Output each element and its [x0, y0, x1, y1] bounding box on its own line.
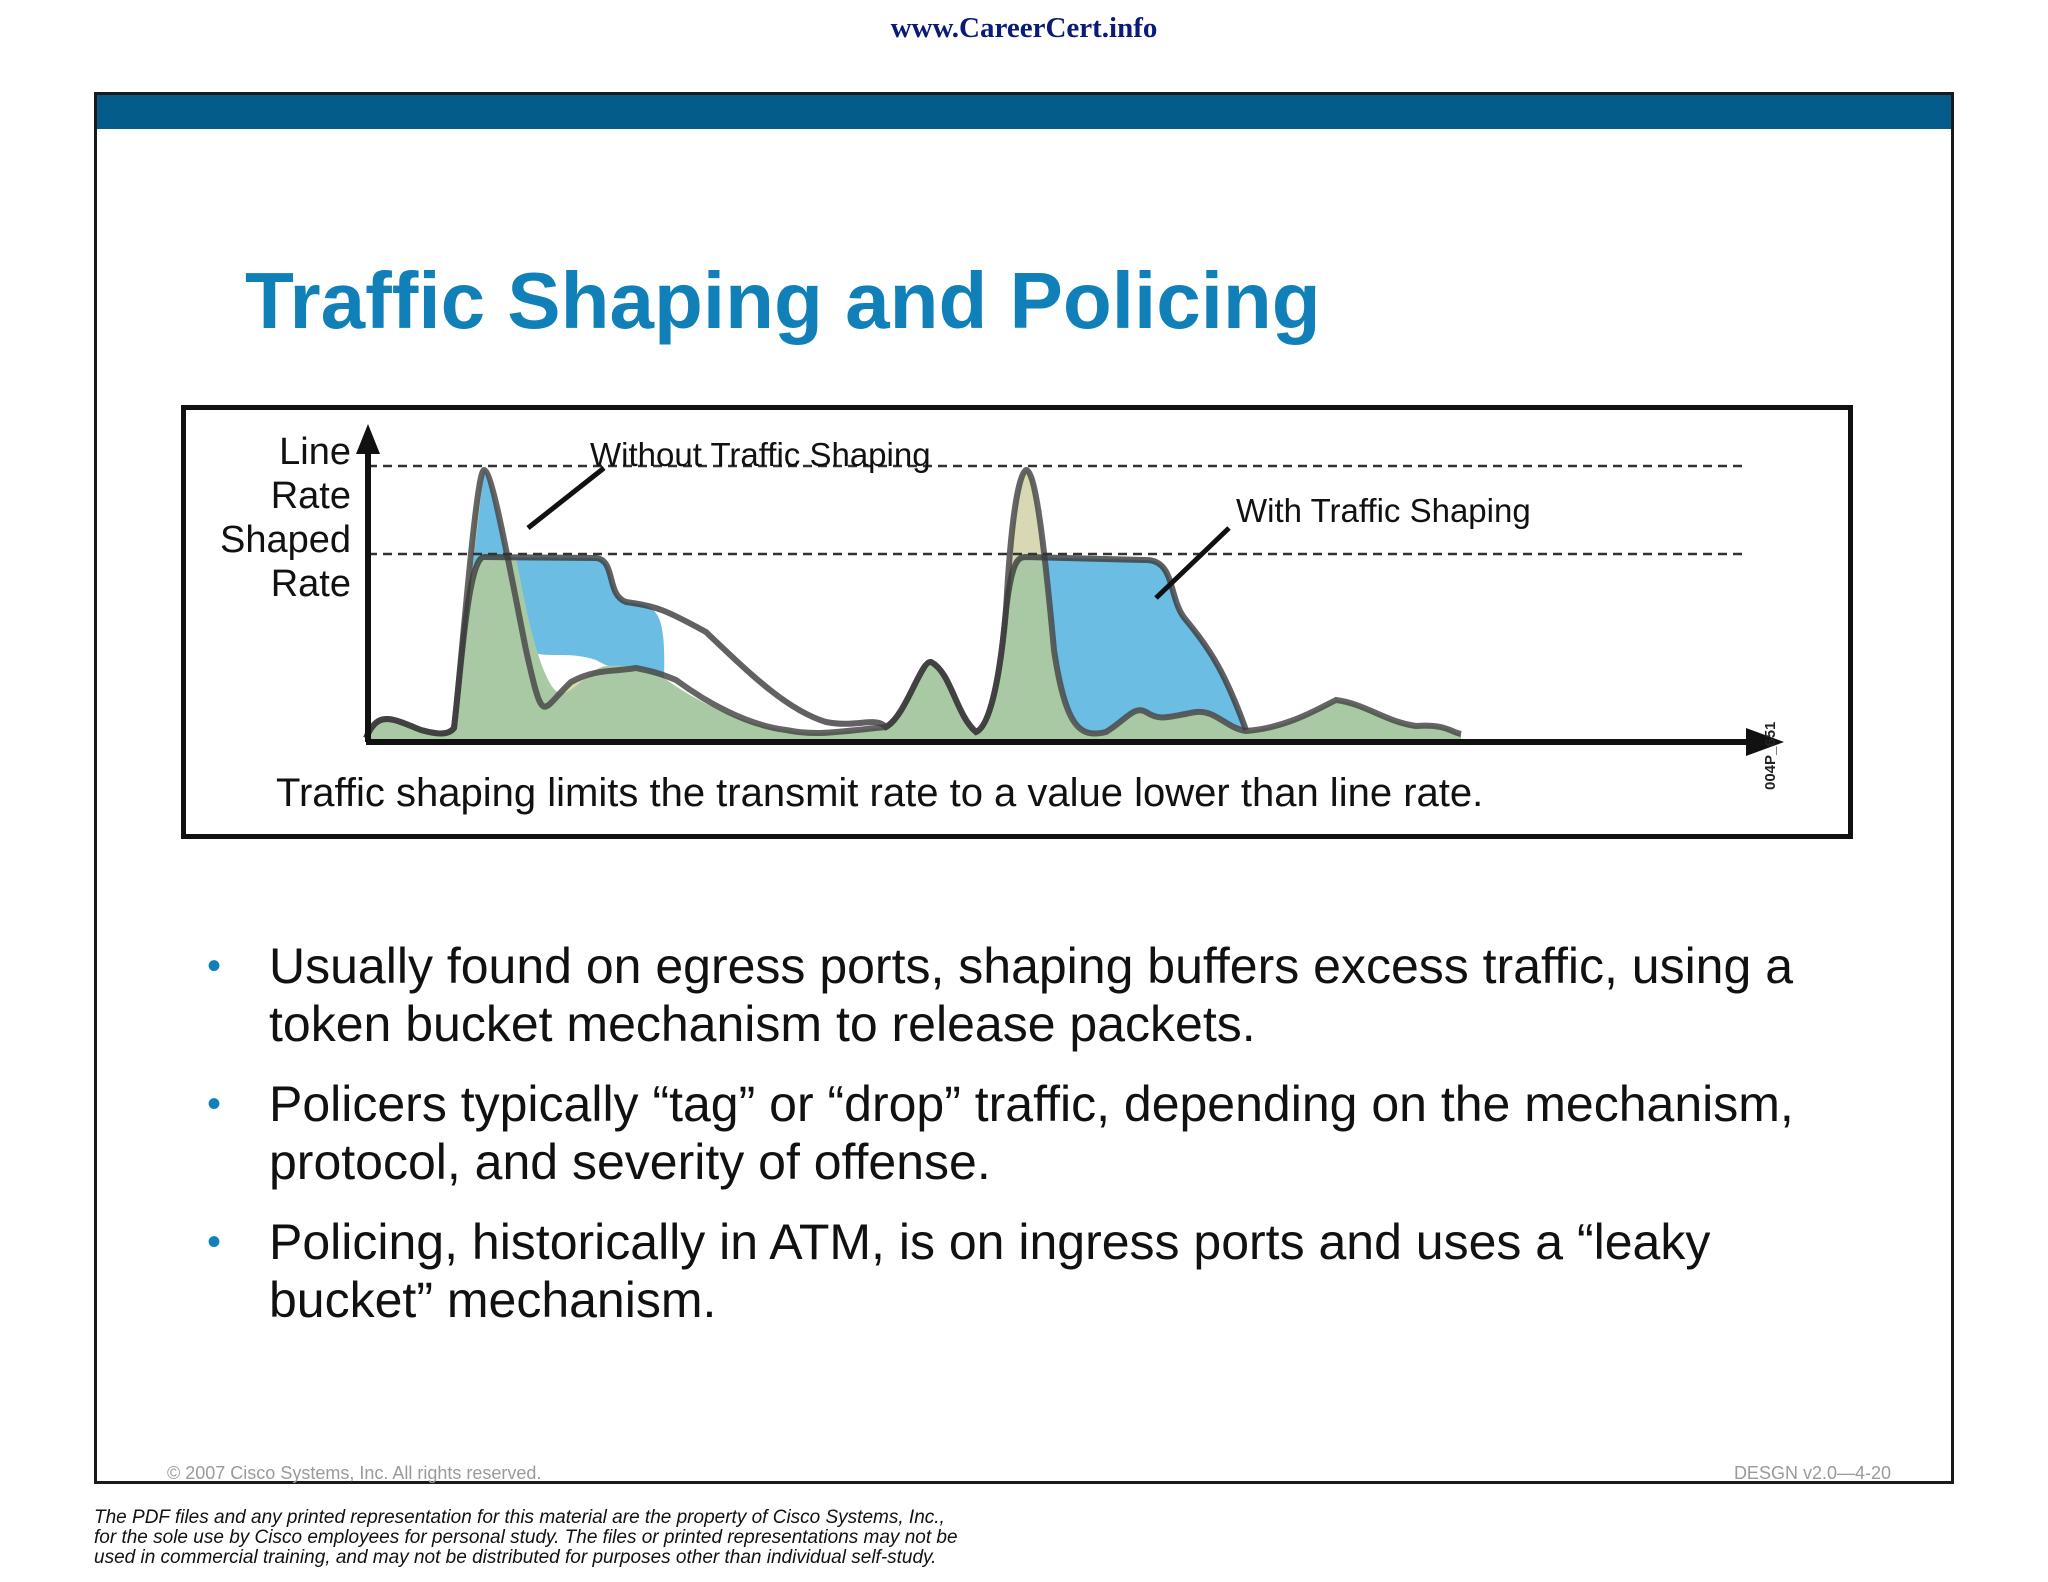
callout-with-pointer — [1156, 528, 1229, 598]
slide-topbar — [97, 95, 1951, 129]
y-axis-arrowhead — [356, 424, 380, 454]
bullet-marker: • — [207, 1220, 222, 1264]
copyright: © 2007 Cisco Systems, Inc. All rights reserved. — [167, 1463, 542, 1483]
callout-without-shaping: Without Traffic Shaping — [590, 436, 931, 473]
bullet-marker: • — [207, 1082, 222, 1126]
y-label-line-rate-2: Rate — [270, 475, 351, 517]
bullet-item — [207, 1075, 1887, 1191]
figure-id: 004P_651 — [1762, 721, 1779, 790]
callout-without-pointer — [528, 468, 604, 528]
slide-code: DESGN v2.0—4-20 — [1733, 1463, 1891, 1483]
bullet-marker: • — [207, 944, 222, 988]
slide-frame — [94, 92, 1954, 1484]
callout-with-shaping: With Traffic Shaping — [1236, 492, 1531, 529]
y-label-line-rate-1: Line — [279, 431, 351, 473]
bullet-text: Policers typically “tag” or “drop” traffic, depending on the mechanism, protocol, and severity of offense. — [269, 1076, 1794, 1190]
y-label-shaped-rate-1: Shaped — [219, 519, 351, 561]
disclaimer-line: The PDF files and any printed representation for this material are the property of Cisco Systems, Inc., — [94, 1507, 945, 1528]
bullet-text: Usually found on egress ports, shaping buffers excess traffic, using a token bucket mechanism to release packets. — [269, 938, 1793, 1052]
figure-caption: Traffic shaping limits the transmit rate to a value lower than line rate. — [276, 771, 1484, 815]
traffic-shaping-figure — [181, 405, 1853, 839]
disclaimer-line: used in commercial training, and may not be distributed for purposes other than individual self-study. — [94, 1547, 937, 1568]
bullet-item — [207, 1213, 1887, 1329]
disclaimer — [94, 1508, 1094, 1568]
disclaimer-line: for the sole use by Cisco employees for personal study. The files or printed representations may not be — [94, 1527, 958, 1548]
bullet-text: Policing, historically in ATM, is on ingress ports and uses a “leaky bucket” mechanism. — [269, 1214, 1711, 1328]
y-label-shaped-rate-2: Rate — [270, 563, 351, 605]
slide-title: Traffic Shaping and Policing — [245, 256, 1321, 345]
site-url[interactable]: www.CareerCert.info — [890, 12, 1158, 44]
bullet-list — [207, 937, 1887, 1351]
bullet-item — [207, 937, 1887, 1053]
traffic-shaping-diagram — [186, 410, 1848, 834]
